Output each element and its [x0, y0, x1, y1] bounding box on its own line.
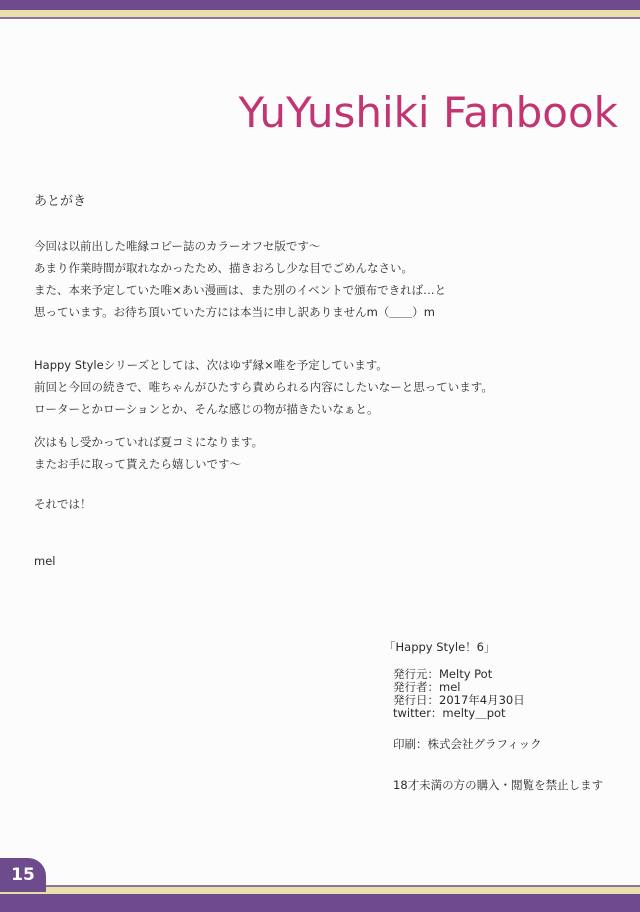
colophon-date: 発行日：2017年4月30日 — [393, 693, 525, 707]
colophon-author: 発行者：mel — [393, 680, 461, 694]
author-signature: mel — [34, 554, 56, 568]
colophon-printer: 印刷：株式会社グラフィック — [393, 737, 542, 751]
paragraph-line: 今回は以前出した唯縁コピー誌のカラーオフセ版です～ — [34, 239, 321, 253]
afterword-paragraph-3 — [34, 431, 263, 475]
paragraph-line: Happy Styleシリーズとしては、次はゆず縁×唯を予定しています。 — [34, 358, 388, 372]
afterword-closing — [34, 493, 92, 515]
age-restriction-notice: 18才未満の方の購入・閲覧を禁止します — [393, 778, 604, 792]
top-border-line — [0, 17, 640, 19]
closing-line: それでは！ — [34, 497, 92, 511]
afterword-heading: あとがき — [34, 194, 87, 209]
colophon-twitter: twitter：melty＿pot — [393, 706, 506, 720]
paragraph-line: ローターとかローションとか、そんな感じの物が描きたいなぁと。 — [34, 402, 379, 416]
bottom-border-cream — [0, 887, 640, 894]
top-border-purple — [0, 0, 640, 10]
paragraph-line: また、本来予定していた唯×あい漫画は、また別のイベントで頒布できれば…と — [34, 283, 447, 297]
top-border-cream — [0, 10, 640, 17]
bottom-border-purple — [0, 894, 640, 912]
colophon-book-title: 「Happy Style！6」 — [384, 640, 496, 654]
afterword-paragraph-1 — [34, 235, 446, 323]
afterword-paragraph-2 — [34, 354, 493, 420]
paragraph-line: またお手に取って貰えたら嬉しいです～ — [34, 457, 241, 471]
page-number-tab: 15 — [0, 858, 46, 892]
paragraph-line: 思っています。お待ち頂いていた方には本当に申し訳ありませんm（＿＿）m — [34, 305, 435, 319]
colophon-details — [393, 668, 525, 720]
paragraph-line: 次はもし受かっていれば夏コミになります。 — [34, 435, 264, 449]
page-title: YuYushiki Fanbook — [238, 88, 618, 137]
colophon-publisher: 発行元：Melty Pot — [393, 667, 493, 681]
paragraph-line: 前回と今回の続きで、唯ちゃんがひたすら責められる内容にしたいなーと思っています。 — [34, 380, 493, 394]
paragraph-line: あまり作業時間が取れなかったため、描きおろし少な目でごめんなさい。 — [34, 261, 414, 275]
